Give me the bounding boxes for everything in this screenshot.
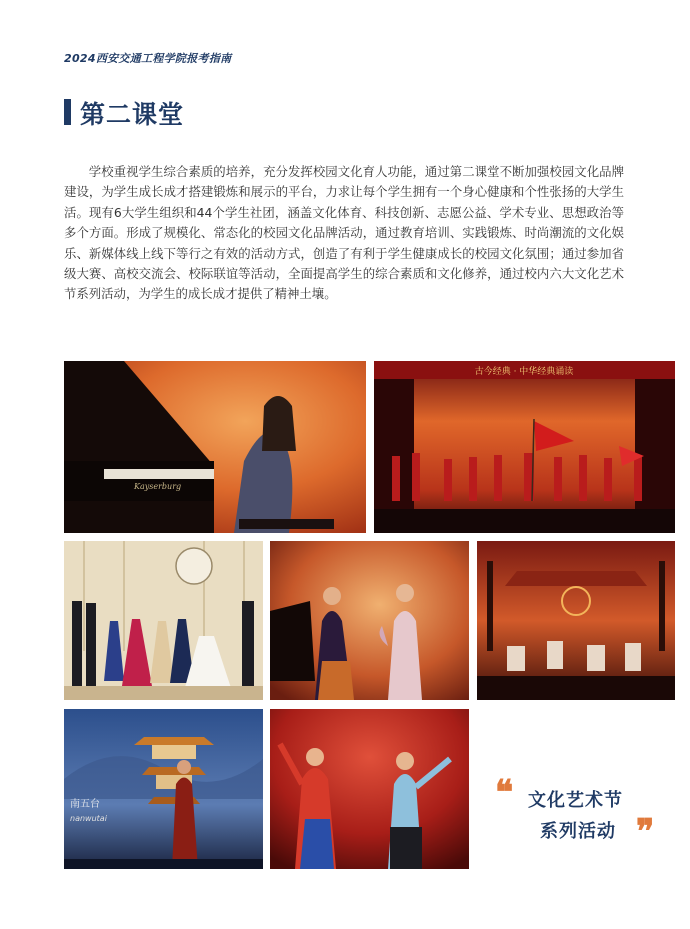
- callout-line-1: 文化艺术节: [528, 790, 623, 811]
- photo-folk-orchestra: [477, 541, 675, 700]
- photo-choir-hall: [64, 541, 263, 700]
- photo-pavilion-recital: [64, 709, 263, 869]
- stage-banner-text: 古今经典 · 中华经典诵读: [474, 367, 574, 377]
- title-accent-bar: [64, 99, 71, 125]
- callout-line-2: 系列活动: [540, 821, 616, 842]
- pavilion-caption-cn: 南五台: [70, 799, 100, 810]
- quote-open-mark: ❝: [495, 773, 514, 813]
- photo-stage-recital: [374, 361, 675, 533]
- intro-paragraph: 学校重视学生综合素质的培养，充分发挥校园文化育人功能，通过第二课堂不断加强校园文化品牌建设，为学生成长成才搭建锻炼和展示的平台，力求让每个学生拥有一个身心健康和个性张扬的大学生活。现有6大学生组织和44个学生社团，涵盖文化体育、科技创新、志愿公益、学术专业、思想政治等多个方面。形成了规模化、常态化的校园文化品牌活动，通过教育培训、实践锻炼、时尚潮流的文化娱乐、新媒体线上线下等行之有效的活动方式，创造了有利于学生健康成长的校园文化氛围；通过参加省级大赛、高校交流会、校际联谊等活动，全面提高学生的综合素质和文化修养，通过校内六大文化艺术节系列活动，为学生的成长成才提供了精神土壤。: [64, 164, 624, 302]
- pavilion-caption-en: nanwutai: [70, 814, 107, 823]
- photo-pianist: [64, 361, 366, 533]
- photo-two-performers: [270, 709, 469, 869]
- quote-close-mark: ❞: [636, 812, 655, 852]
- running-header: 2024西安交通工程学院报考指南: [64, 52, 232, 65]
- piano-brand-text: Kayserburg: [134, 482, 182, 491]
- photo-duet-singers: [270, 541, 469, 700]
- page-title: 第二课堂: [80, 100, 185, 129]
